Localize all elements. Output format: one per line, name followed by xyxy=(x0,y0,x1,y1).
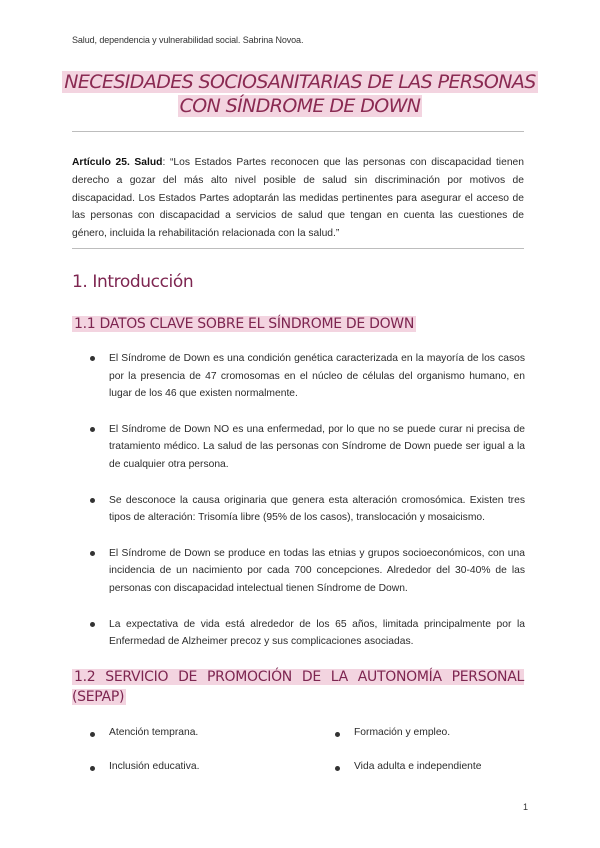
subsection-heading-text: 1.2 SERVICIO DE PROMOCIÓN DE LA AUTONOMÍA PERSONAL (SEPAP) xyxy=(72,669,524,705)
subsection-heading xyxy=(72,316,416,332)
subsection-heading-text: 1.1 DATOS CLAVE SOBRE EL SÍNDROME DE DOWN xyxy=(74,316,415,332)
list-item: Atención temprana. xyxy=(90,727,198,738)
list-item: El Síndrome de Down es una condición genética caracterizada en la mayoría de los casos por la presencia de 47 cromosomas en el núcleo de células del organismo humano, en lugar de los 46 que existen normalmente. xyxy=(90,350,525,403)
divider xyxy=(72,131,524,132)
list-item: Vida adulta e independiente xyxy=(335,761,482,772)
list-item: La expectativa de vida está alrededor de los 65 años, limitada principalmente por la Enfermedad de Alzheimer precoz y sus complicaciones asociadas. xyxy=(90,616,525,651)
list-item: Inclusión educativa. xyxy=(90,761,199,772)
article-label: Artículo 25. Salud xyxy=(72,157,163,168)
list-item: Formación y empleo. xyxy=(335,727,450,738)
divider xyxy=(72,248,524,249)
title-line-2: CON SÍNDROME DE DOWN xyxy=(179,95,421,117)
running-header: Salud, dependencia y vulnerabilidad social. Sabrina Novoa. xyxy=(72,35,304,45)
document-title xyxy=(60,70,540,118)
page-number: 1 xyxy=(522,802,528,812)
article-text: : “Los Estados Partes reconocen que las personas con discapacidad tienen derecho a gozar del más alto nivel posible de salud sin discriminación por motivos de discapacidad. Los Estados Partes adoptarán las medidas pertinentes para asegurar el acceso de las personas con discapacidad a servicios de salud que tengan en cuenta las cuestiones de género, incluida la rehabilitación relacionada con la salud.” xyxy=(72,157,524,240)
title-line-1: NECESIDADES SOCIOSANITARIAS DE LAS PERSONAS xyxy=(64,71,536,93)
article-quote xyxy=(72,154,524,243)
list-item: Se desconoce la causa originaria que genera esta alteración cromosómica. Existen tres tipos de alteración: Trisomía libre (95% de los casos), translocación y mosaicismo. xyxy=(90,492,525,527)
list-item: El Síndrome de Down NO es una enfermedad, por lo que no se puede curar ni precisa de tratamiento médico. La salud de las personas con Síndrome de Down puede ser igual a la de cualquier otra persona. xyxy=(90,421,525,474)
subsection-heading xyxy=(72,667,524,707)
key-facts-list xyxy=(90,350,525,651)
list-item: El Síndrome de Down se produce en todas las etnias y grupos socioeconómicos, con una incidencia de un nacimiento por cada 700 concepciones. Alrededor del 30-40% de las personas con discapacidad intelectual tienen Síndrome de Down. xyxy=(90,545,525,598)
section-heading: 1. Introducción xyxy=(72,272,194,292)
